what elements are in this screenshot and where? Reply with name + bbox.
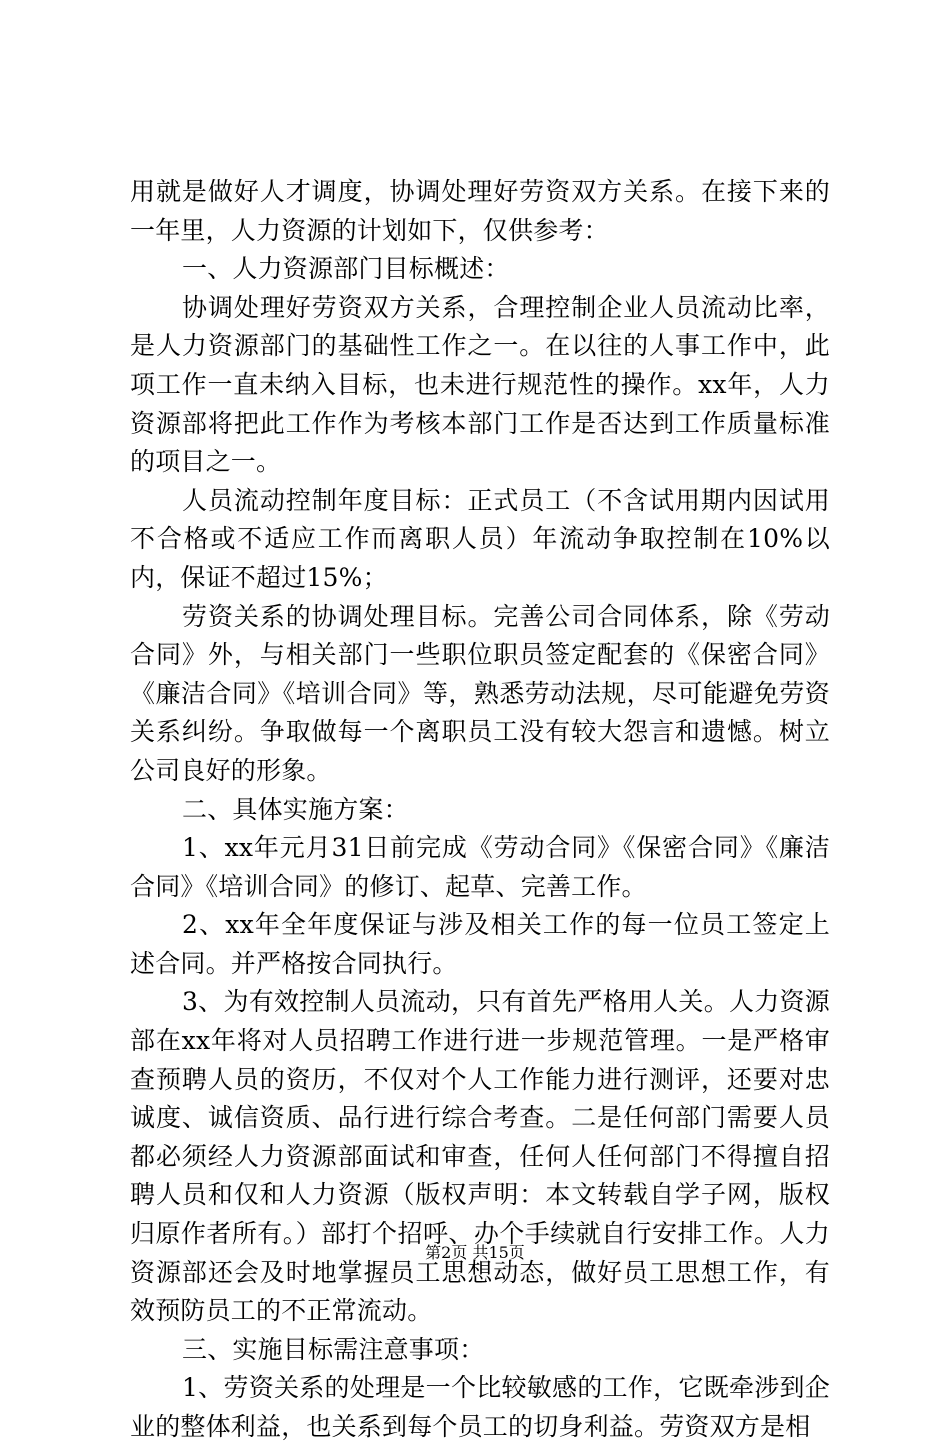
paragraph: 人员流动控制年度目标：正式员工（不含试用期内因试用不合格或不适应工作而离职人员）年流动争取控制在10%以内，保证不超过15%； bbox=[130, 485, 830, 592]
list-item: 3、为有效控制人员流动，只有首先严格用人关。人力资源部在xx年将对人员招聘工作进行进一步规范管理。一是严格审查预聘人员的资历，不仅对个人工作能力进行测评，还要对忠诚度、诚信资质、品行进行综合考查。二是任何部门需要人员都必须经人力资源部面试和审查，任何人任何部门不得擅自招聘人员和仅和人力资源（版权声明：本文转载自学子网，版权归原作者所有。）部打个招呼、办个手续就自行安排工作。人力资源部还会及时地掌握员工思想动态，做好员工思想工作，有效预防员工的不正常流动。 bbox=[130, 987, 830, 1326]
paragraph: 劳资关系的协调处理目标。完善公司合同体系，除《劳动合同》外，与相关部门一些职位职员签定配套的《保密合同》《廉洁合同》《培训合同》等，熟悉劳动法规，尽可能避免劳资关系纠纷。争取做每一个离职员工没有较大怨言和遗憾。树立公司良好的形象。 bbox=[130, 601, 830, 785]
heading-section-2: 二、具体实施方案： bbox=[182, 794, 409, 824]
heading-section-3: 三、实施目标需注意事项： bbox=[182, 1334, 485, 1364]
paragraph: 协调处理好劳资双方关系，合理控制企业人员流动比率，是人力资源部门的基础性工作之一。在以往的人事工作中，此项工作一直未纳入目标，也未进行规范性的操作。xx年，人力资源部将把此工作作为考核本部门工作是否达到工作质量标准的项目之一。 bbox=[130, 292, 830, 477]
heading-section-1: 一、人力资源部门目标概述： bbox=[182, 254, 510, 284]
list-item: 1、劳资关系的处理是一个比较敏感的工作，它既牵涉到企业的整体利益，也关系到每个员工的切身利益。劳资双方是相 bbox=[130, 1373, 830, 1441]
list-item: 2、xx年全年度保证与涉及相关工作的每一位员工签定上述合同。并严格按合同执行。 bbox=[130, 910, 830, 978]
paragraph-intro-continuation: 用就是做好人才调度，协调处理好劳资双方关系。在接下来的一年里，人力资源的计划如下，仅供参考： bbox=[130, 177, 830, 245]
page-number-footer: 第2页 共15页 bbox=[425, 1243, 525, 1262]
list-item: 1、xx年元月31日前完成《劳动合同》《保密合同》《廉洁合同》《培训合同》的修订、起草、完善工作。 bbox=[130, 833, 830, 901]
